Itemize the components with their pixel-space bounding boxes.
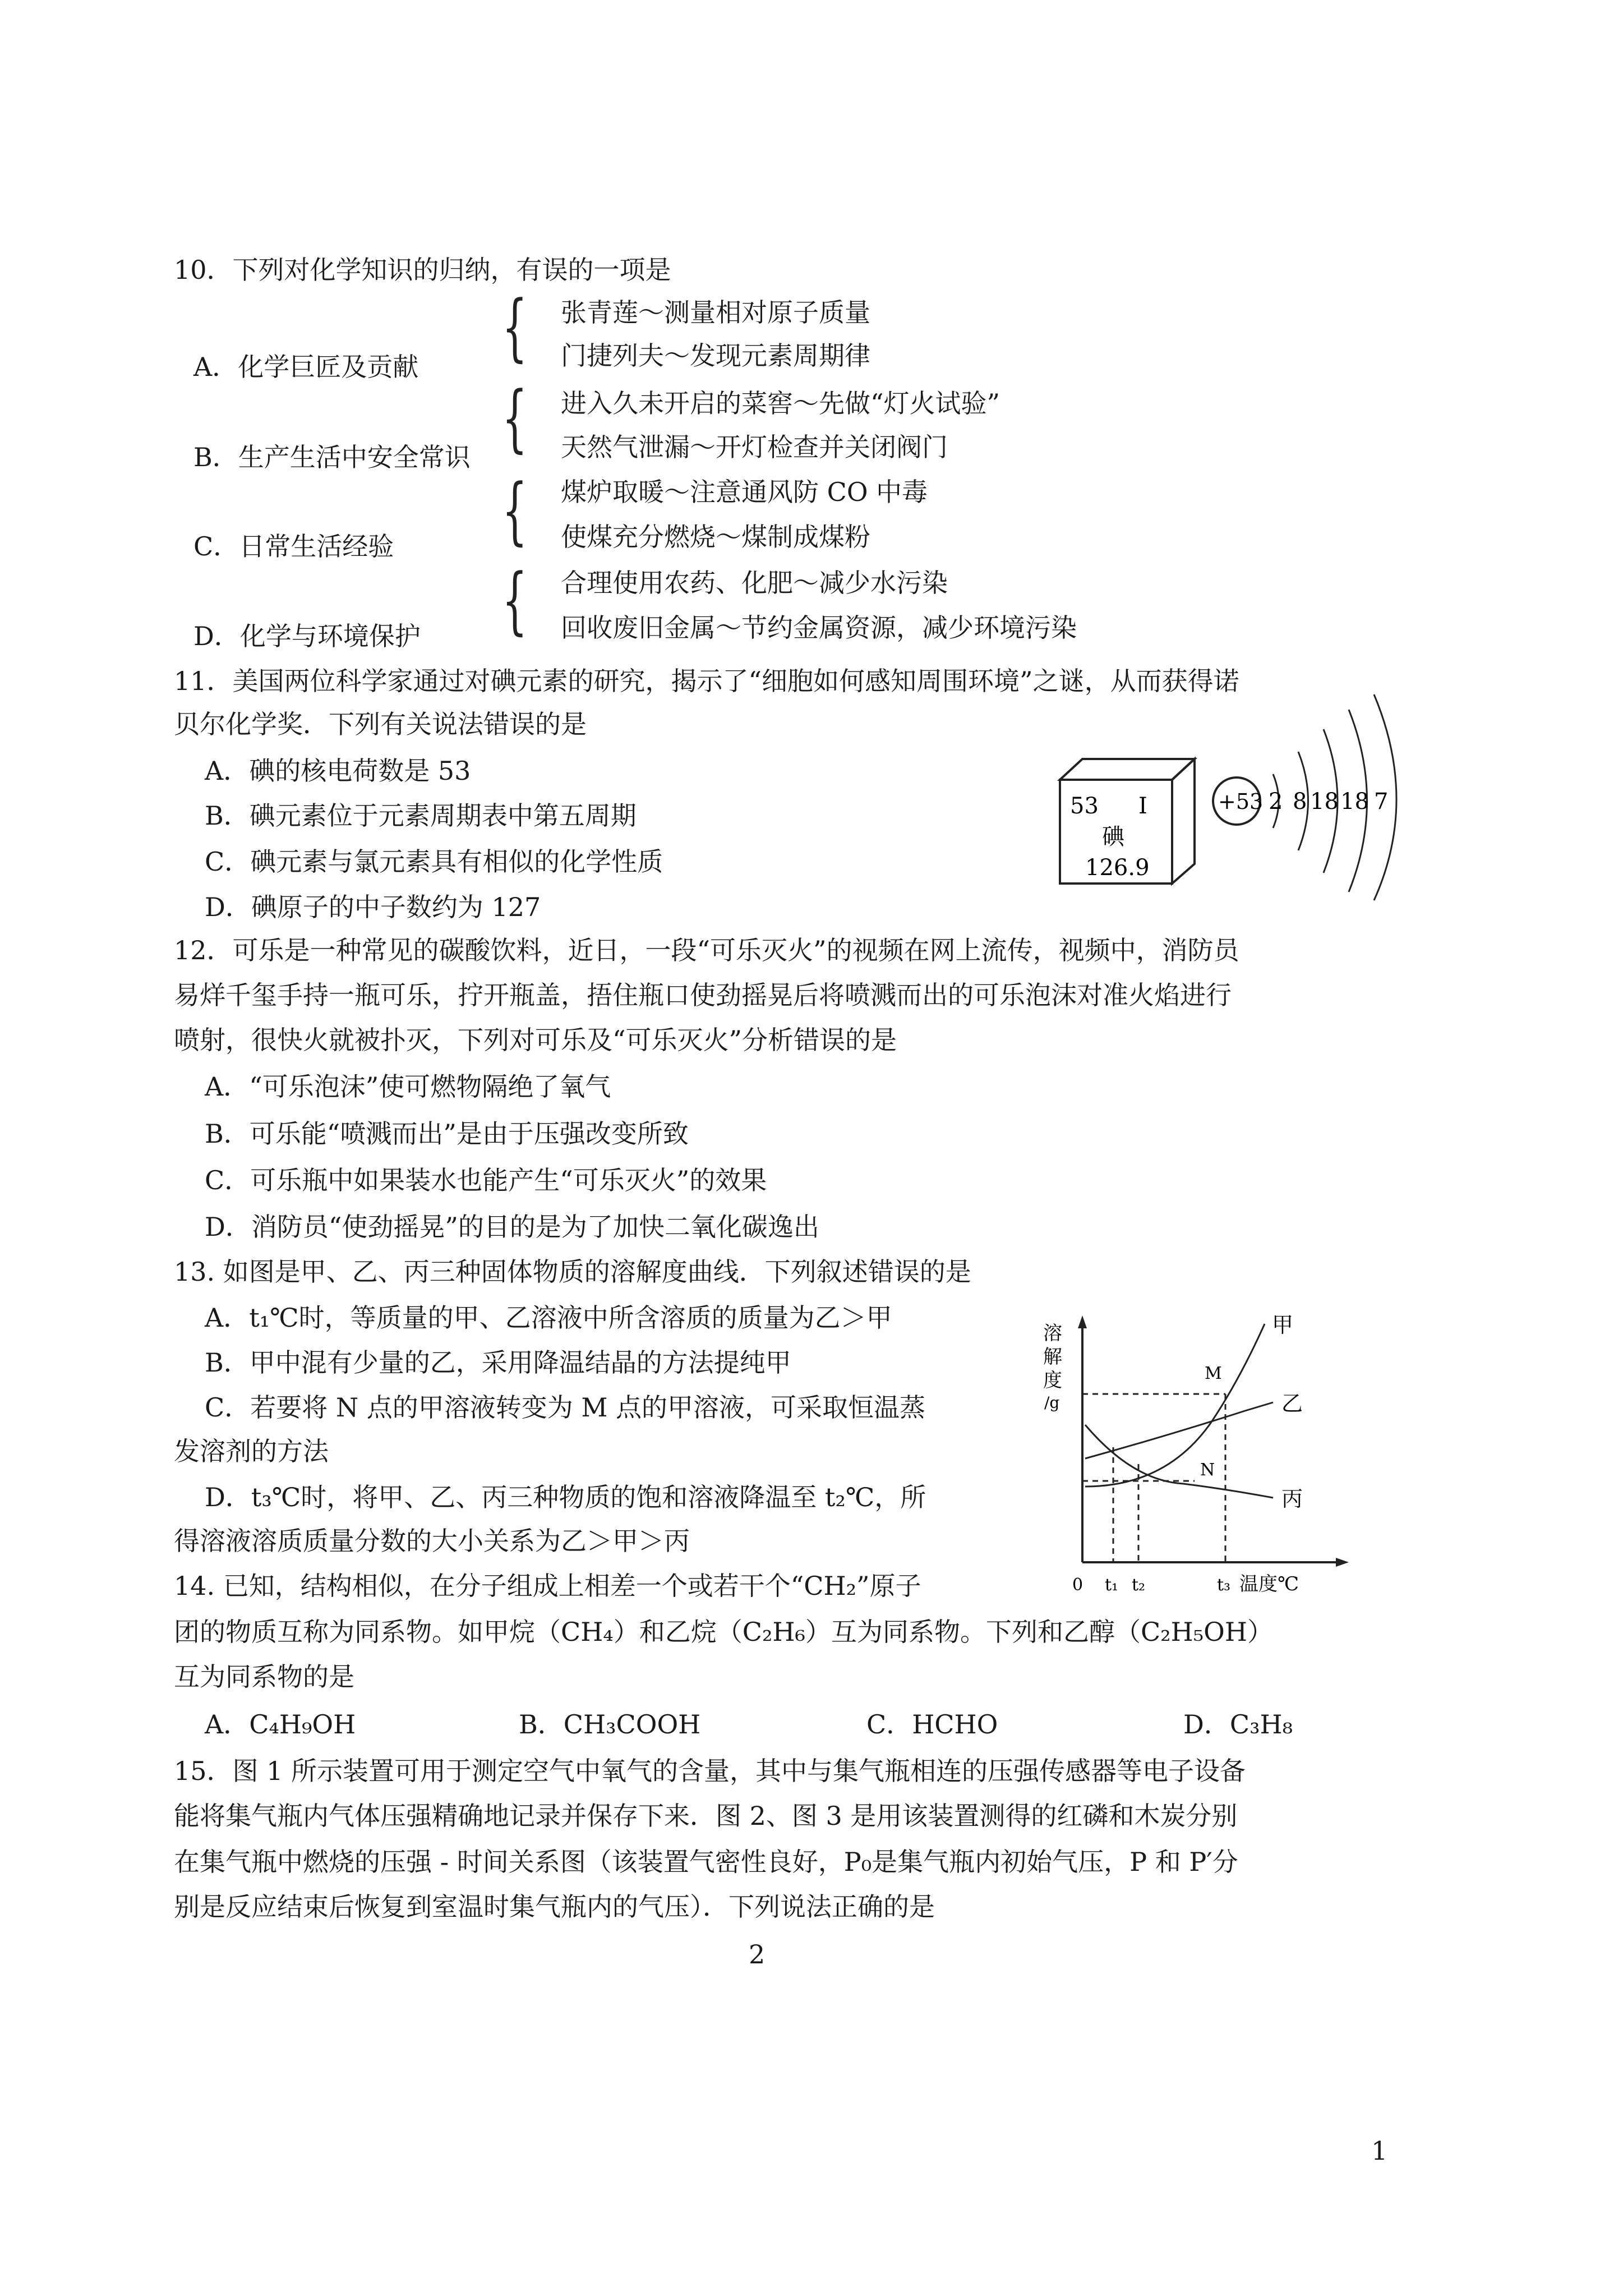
- corner-number: 1: [1371, 2136, 1388, 2166]
- y-label-4: /g: [1044, 1393, 1060, 1412]
- q12-line-1: 12．可乐是一种常见的碳酸饮料，近日，一段“可乐灭火”的视频在网上流传，视频中，消防员: [174, 935, 1239, 965]
- q10-option-d-item-2: 回收废旧金属～节约金属资源，减少环境污染: [561, 613, 1077, 643]
- y-label-1: 溶: [1043, 1322, 1062, 1345]
- q15-line-4: 别是反应结束后恢复到室温时集气瓶内的气压）．下列说法正确的是: [174, 1892, 935, 1922]
- shell-5: 7: [1374, 789, 1389, 815]
- q12-line-2: 易烊千玺手持一瓶可乐，拧开瓶盖，捂住瓶口使劲摇晃后将喷溅而出的可乐泡沫对准火焰进行: [174, 980, 1232, 1010]
- element-name: 碘: [1102, 824, 1124, 850]
- shell-1: 2: [1269, 789, 1283, 815]
- q15-line-1: 15．图 1 所示装置可用于测定空气中氧气的含量，其中与集气瓶相连的压强传感器等电子设备: [174, 1756, 1246, 1786]
- point-n: N: [1200, 1460, 1215, 1480]
- q14-line-1: 14. 已知，结构相似，在分子组成上相差一个或若干个“CH₂”原子: [174, 1571, 921, 1601]
- q10-option-c-item-2: 使煤充分燃烧～煤制成煤粉: [561, 522, 870, 552]
- q10-option-d-item-1: 合理使用农药、化肥～减少水污染: [561, 568, 948, 598]
- page-number: 2: [749, 1939, 766, 1970]
- q10-option-b-item-1: 进入久未开启的菜窖～先做“灯火试验”: [561, 388, 1000, 418]
- q13-option-c-line-2: 发溶剂的方法: [174, 1436, 329, 1466]
- curve-label-jia: 甲: [1272, 1313, 1294, 1337]
- q15-line-3: 在集气瓶中燃烧的压强 - 时间关系图（该装置气密性良好，P₀是集气瓶内初始气压，P 和 P′分: [174, 1847, 1238, 1877]
- q11-option-b: B．碘元素位于元素周期表中第五周期: [205, 800, 637, 831]
- q10-option-b-item-2: 天然气泄漏～开灯检查并关闭阀门: [561, 432, 948, 462]
- q10-option-d-label: D．化学与环境保护: [193, 621, 421, 651]
- shell-2: 8: [1293, 789, 1307, 815]
- curve-label-bing: 丙: [1281, 1487, 1303, 1511]
- q14-option-a: A．C₄H₉OH: [205, 1709, 356, 1740]
- q10-option-c-item-1: 煤炉取暖～注意通风防 CO 中毒: [561, 477, 928, 507]
- q11-option-a: A．碘的核电荷数是 53: [205, 756, 471, 786]
- shell-3: 18: [1310, 789, 1339, 815]
- brace-a: {: [502, 284, 528, 370]
- q11-stem-line-2: 贝尔化学奖．下列有关说法错误的是: [174, 709, 587, 739]
- q10-option-c-label: C．日常生活经验: [193, 531, 394, 562]
- q14-line-3: 互为同系物的是: [174, 1662, 354, 1692]
- q13-option-d-line-1: D．t₃℃时，将甲、乙、丙三种物质的饱和溶液降温至 t₂℃，所: [205, 1482, 926, 1512]
- q11-stem-line-1: 11．美国两位科学家通过对碘元素的研究，揭示了“细胞如何感知周围环境”之谜，从而获得诺: [174, 666, 1239, 696]
- q11-option-c: C．碘元素与氯元素具有相似的化学性质: [205, 846, 663, 877]
- q13-option-d-line-2: 得溶液溶质质量分数的大小关系为乙＞甲＞丙: [174, 1526, 690, 1556]
- element-number: 53: [1070, 793, 1099, 819]
- x-label: 温度℃: [1239, 1573, 1299, 1595]
- q12-option-a: A．“可乐泡沫”使可燃物隔绝了氧气: [205, 1071, 611, 1102]
- y-label-3: 度: [1043, 1369, 1062, 1392]
- q14-line-2: 团的物质互称为同系物。如甲烷（CH₄）和乙烷（C₂H₆）互为同系物。下列和乙醇（C₂H₅OH）: [174, 1617, 1273, 1647]
- q10-option-b-label: B．生产生活中安全常识: [193, 442, 471, 472]
- q15-line-2: 能将集气瓶内气体压强精确地记录并保存下来．图 2、图 3 是用该装置测得的红磷和木炭分别: [174, 1801, 1238, 1831]
- q14-option-c: C．HCHO: [866, 1709, 998, 1740]
- q13-option-a: A．t₁℃时，等质量的甲、乙溶液中所含溶质的质量为乙＞甲: [205, 1303, 892, 1333]
- q13-stem: 13. 如图是甲、乙、丙三种固体物质的溶解度曲线．下列叙述错误的是: [174, 1257, 971, 1287]
- q10-stem: 10．下列对化学知识的归纳，有误的一项是: [174, 255, 671, 285]
- q12-option-d: D．消防员“使劲摇晃”的目的是为了加快二氧化碳逸出: [205, 1212, 819, 1242]
- q10-option-a-item-2: 门捷列夫～发现元素周期律: [561, 341, 870, 371]
- tick-t2: t₂: [1132, 1575, 1146, 1595]
- q11-option-d: D．碘原子的中子数约为 127: [205, 892, 541, 922]
- brace-d: {: [502, 558, 528, 643]
- shell-4: 18: [1340, 789, 1369, 815]
- q10-option-a-label: A．化学巨匠及贡献: [193, 352, 419, 382]
- tick-t3: t₃: [1217, 1575, 1231, 1595]
- element-mass: 126.9: [1085, 855, 1150, 881]
- curve-label-yi: 乙: [1281, 1391, 1303, 1416]
- solubility-curve-graph: [1026, 1307, 1396, 1610]
- element-symbol: I: [1138, 793, 1147, 819]
- iodine-atom-structure: [1206, 690, 1408, 903]
- iodine-element-card: [1054, 754, 1206, 889]
- y-label-2: 解: [1043, 1346, 1062, 1368]
- q12-option-b: B．可乐能“喷溅而出”是由于压强改变所致: [205, 1119, 689, 1149]
- q14-option-b: B．CH₃COOH: [519, 1709, 701, 1740]
- nucleus-charge: +53: [1218, 789, 1264, 814]
- brace-b: {: [502, 375, 528, 461]
- q10-option-a-item-1: 张青莲～测量相对原子质量: [561, 297, 870, 328]
- point-m: M: [1205, 1364, 1222, 1383]
- q13-option-b: B．甲中混有少量的乙，采用降温结晶的方法提纯甲: [205, 1347, 791, 1378]
- tick-t1: t₁: [1105, 1575, 1119, 1595]
- q12-option-c: C．可乐瓶中如果装水也能产生“可乐灭火”的效果: [205, 1165, 767, 1195]
- q12-line-3: 喷射，很快火就被扑灭，下列对可乐及“可乐灭火”分析错误的是: [174, 1025, 897, 1055]
- brace-c: {: [502, 468, 528, 553]
- q13-option-c-line-1: C．若要将 N 点的甲溶液转变为 M 点的甲溶液，可采取恒温蒸: [205, 1392, 926, 1423]
- tick-0: 0: [1072, 1575, 1083, 1595]
- q14-option-d: D．C₃H₈: [1183, 1709, 1293, 1740]
